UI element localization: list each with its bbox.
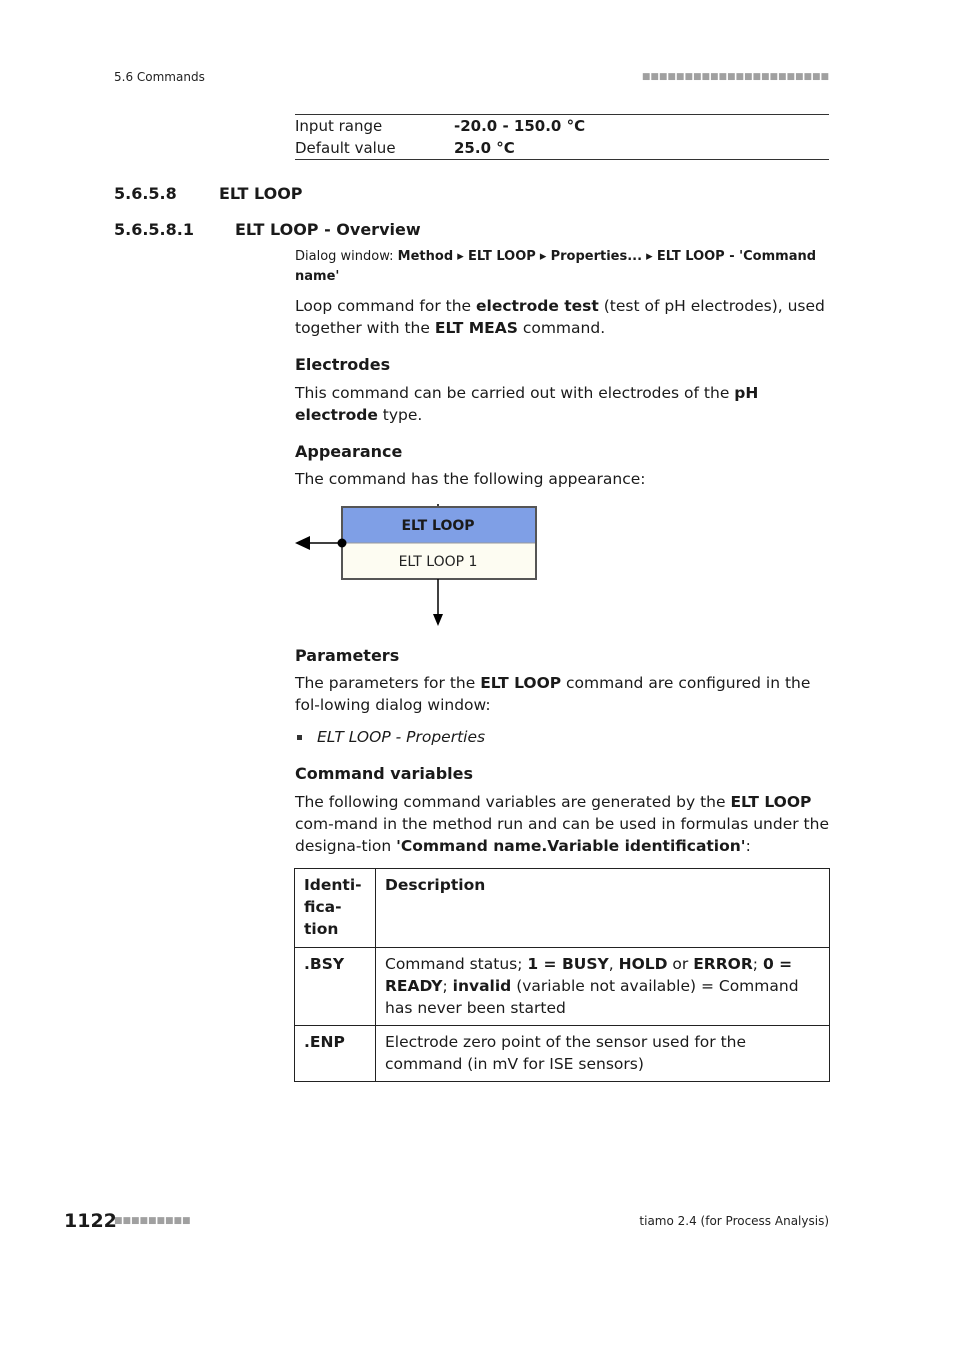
running-header-section: 5.6 Commands xyxy=(114,70,205,84)
command-variables-paragraph: The following command variables are generated by the ELT LOOP com-mand in the method run and can be used in formulas under the designa-tion 'Command name.Variable identification': xyxy=(295,793,829,855)
param-value: 25.0 °C xyxy=(454,139,515,157)
left-arrow-icon xyxy=(295,536,310,550)
command-appearance-diagram xyxy=(290,500,550,630)
variable-id: .ENP xyxy=(295,1026,376,1082)
down-arrow-icon xyxy=(433,614,443,626)
variable-description: Command status; 1 = BUSY, HOLD or ERROR; 0 = READY; invalid (variable not available) = Command has never been started xyxy=(376,948,830,1026)
table-header-row xyxy=(295,869,830,948)
appearance-heading: Appearance xyxy=(295,442,403,461)
appearance-paragraph: The command has the following appearance: xyxy=(295,470,646,488)
section-title: ELT LOOP xyxy=(219,184,303,203)
parameter-table xyxy=(295,114,829,160)
subsection-heading xyxy=(114,220,421,239)
running-header-dots: ■■■■■■■■■■■■■■■■■■■■■■ xyxy=(641,72,829,82)
subsection-number: 5.6.5.8.1 xyxy=(114,220,194,239)
parameters-paragraph: The parameters for the ELT LOOP command are configured in the fol-lowing dialog window: xyxy=(295,674,811,714)
intro-paragraph: Loop command for the electrode test (test of pH electrodes), used together with the ELT MEAS command. xyxy=(295,297,825,337)
param-value: -20.0 - 150.0 °C xyxy=(454,117,586,135)
electrodes-heading: Electrodes xyxy=(295,355,391,374)
bullet-square-icon xyxy=(297,735,302,740)
command-name-text: ELT LOOP 1 xyxy=(398,554,478,570)
dialog-reference: ELT LOOP - Properties xyxy=(317,728,486,746)
variable-description: Electrode zero point of the sensor used for the command (in mV for ISE sensors) xyxy=(376,1026,830,1082)
table-row xyxy=(295,1026,830,1082)
command-variables-heading: Command variables xyxy=(295,764,473,783)
footer-dots: ■■■■■■■■■ xyxy=(114,1216,191,1226)
variables-table xyxy=(294,868,830,1082)
page-number: 1122 xyxy=(64,1210,117,1232)
table-row xyxy=(295,115,829,137)
table-row xyxy=(295,948,830,1026)
footer-product: tiamo 2.4 (for Process Analysis) xyxy=(639,1214,829,1228)
section-number: 5.6.5.8 xyxy=(114,184,177,203)
parameters-heading: Parameters xyxy=(295,646,400,665)
table-row xyxy=(295,137,829,159)
subsection-title: ELT LOOP - Overview xyxy=(235,220,421,239)
param-label: Default value xyxy=(295,139,396,157)
param-label: Input range xyxy=(295,117,383,135)
section-heading xyxy=(114,184,303,203)
list-item xyxy=(297,728,485,746)
connector-dot-icon xyxy=(338,539,347,548)
dialog-path: Dialog window: Method ▸ ELT LOOP ▸ Properties... ▸ ELT LOOP - 'Command name' xyxy=(295,249,817,284)
command-title-text: ELT LOOP xyxy=(401,518,475,534)
variable-id: .BSY xyxy=(295,948,376,1026)
electrodes-paragraph: This command can be carried out with electrodes of the pH electrode type. xyxy=(295,384,759,424)
column-header-description: Description xyxy=(376,869,830,948)
column-header-identification: Identi-fica-tion xyxy=(295,869,376,948)
